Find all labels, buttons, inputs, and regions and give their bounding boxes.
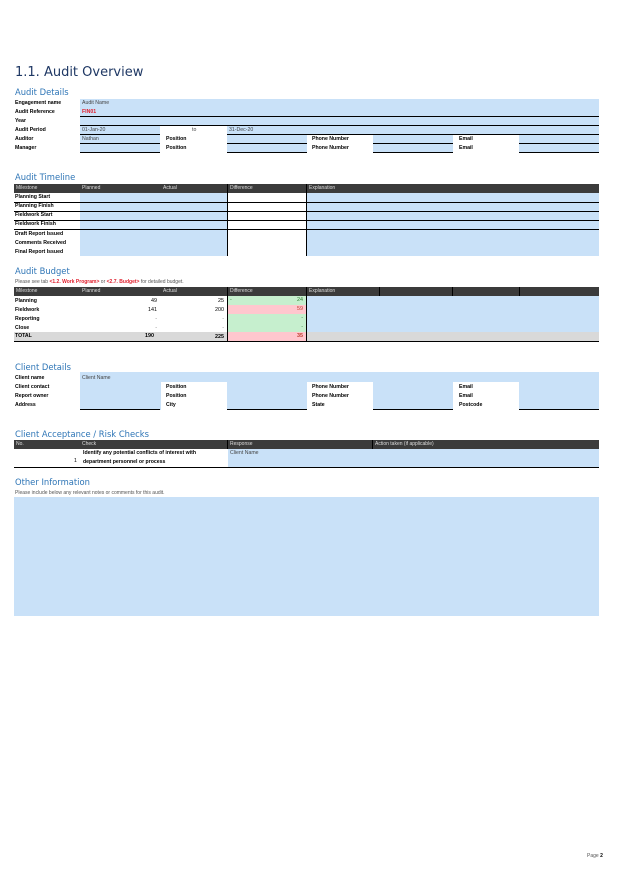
budget-row-planned: - bbox=[155, 316, 157, 322]
auditor-phone-field[interactable] bbox=[373, 135, 453, 144]
auditor-position-label: Position bbox=[166, 136, 187, 142]
auditor-email-field[interactable] bbox=[519, 135, 599, 144]
manager-position-field[interactable] bbox=[227, 144, 307, 153]
budget-row-difference-cell bbox=[228, 296, 306, 305]
budget-note-or: or bbox=[99, 279, 107, 285]
budget-total-difference: 35 bbox=[297, 333, 303, 339]
engagement-name-field[interactable]: Audit Name bbox=[80, 99, 599, 108]
manager-phone-label: Phone Number bbox=[312, 145, 349, 151]
period-start-field[interactable]: 01-Jan-20 bbox=[80, 126, 160, 135]
budget-row-difference: - bbox=[301, 324, 303, 330]
timeline-row-label: Planning Start bbox=[15, 194, 51, 200]
budget-header-actual: Actual bbox=[161, 287, 227, 296]
budget-row-diff-sign: - bbox=[230, 297, 232, 303]
budget-total-planned: 190 bbox=[145, 333, 154, 339]
budget-row-difference-cell bbox=[228, 305, 306, 314]
manager-position-label: Position bbox=[166, 145, 187, 151]
address-label: Address bbox=[15, 402, 36, 408]
timeline-row-label: Planning Finish bbox=[15, 203, 54, 209]
client-name-label: Client name bbox=[15, 375, 45, 381]
budget-row-milestone: Close bbox=[15, 325, 30, 331]
risk-checks-title: Client Acceptance / Risk Checks bbox=[15, 429, 149, 439]
budget-header-planned: Planned bbox=[80, 287, 161, 296]
budget-row-difference: - bbox=[301, 315, 303, 321]
risk-header-check: Check bbox=[80, 440, 227, 449]
year-label: Year bbox=[15, 118, 26, 124]
owner-email-label: Email bbox=[459, 393, 473, 399]
budget-header-explanation: Explanation bbox=[306, 287, 379, 296]
period-to-label: to bbox=[192, 127, 197, 133]
page-label: Page bbox=[587, 853, 599, 859]
audit-reference-label: Audit Reference bbox=[15, 109, 55, 115]
other-information-title: Other Information bbox=[15, 477, 90, 487]
auditor-email-label: Email bbox=[459, 136, 473, 142]
client-name-field[interactable]: Client Name bbox=[82, 375, 111, 381]
risk-row-response-area[interactable] bbox=[228, 449, 599, 467]
timeline-row-label: Comments Received bbox=[15, 240, 67, 246]
timeline-row-label: Fieldwork Start bbox=[15, 212, 53, 218]
client-contact-label: Client contact bbox=[15, 384, 50, 390]
timeline-header-planned: Planned bbox=[80, 184, 161, 193]
report-owner-label: Report owner bbox=[15, 393, 49, 399]
budget-row-milestone: Reporting bbox=[15, 316, 40, 322]
budget-note-prefix: Please see tab bbox=[15, 279, 50, 285]
risk-row-number: 1 bbox=[74, 458, 77, 464]
auditor-field[interactable]: Nathan bbox=[80, 135, 160, 144]
period-end-field[interactable]: 31-Dec-20 bbox=[227, 126, 599, 135]
client-position-label: Position bbox=[166, 384, 187, 390]
risk-header-action: Action taken (if applicable) bbox=[372, 440, 599, 449]
manager-field[interactable] bbox=[80, 144, 160, 153]
budget-total-label: TOTAL bbox=[15, 333, 32, 339]
page-title: 1.1. Audit Overview bbox=[15, 65, 144, 80]
budget-row-actual: - bbox=[222, 316, 224, 322]
manager-label: Manager bbox=[15, 145, 37, 151]
auditor-phone-label: Phone Number bbox=[312, 136, 349, 142]
budget-link[interactable]: <2.7. Budget> bbox=[106, 279, 140, 285]
timeline-row-label: Draft Report Issued bbox=[15, 231, 64, 237]
other-information-note: Please include below any relevant notes or comments for this audit. bbox=[15, 490, 165, 496]
budget-row-actual: 25 bbox=[218, 298, 224, 304]
budget-header-difference: Difference bbox=[227, 287, 306, 296]
budget-row-difference-cell bbox=[228, 314, 306, 332]
budget-row-difference: 24 bbox=[297, 297, 303, 303]
audit-reference-field[interactable]: FIN01 bbox=[80, 108, 599, 117]
risk-row-response[interactable]: Client Name bbox=[230, 450, 259, 456]
timeline-row-label: Final Report Issued bbox=[15, 249, 64, 255]
risk-header-response: Response bbox=[227, 440, 372, 449]
budget-row-planned: 141 bbox=[148, 307, 157, 313]
timeline-header-milestone: Milestone bbox=[14, 184, 80, 193]
page-number-value: 2 bbox=[600, 853, 603, 859]
manager-email-field[interactable] bbox=[519, 144, 599, 153]
audit-period-label: Audit Period bbox=[15, 127, 46, 133]
budget-row-planned: 49 bbox=[151, 298, 157, 304]
client-details-title: Client Details bbox=[15, 362, 71, 372]
budget-header bbox=[14, 287, 599, 296]
owner-phone-label: Phone Number bbox=[312, 393, 349, 399]
audit-budget-title: Audit Budget bbox=[15, 266, 70, 276]
risk-row-check-line2: department personnel or process bbox=[83, 459, 166, 465]
budget-row-actual: 200 bbox=[215, 307, 224, 313]
owner-position-label: Position bbox=[166, 393, 187, 399]
manager-email-label: Email bbox=[459, 145, 473, 151]
postcode-label: Postcode bbox=[459, 402, 483, 408]
manager-phone-field[interactable] bbox=[373, 144, 453, 153]
audit-timeline-title: Audit Timeline bbox=[15, 172, 76, 182]
audit-details-title: Audit Details bbox=[15, 87, 69, 97]
notes-area[interactable] bbox=[14, 497, 599, 616]
budget-row-difference: 59 bbox=[297, 306, 303, 312]
budget-explanation-area[interactable] bbox=[307, 296, 599, 332]
budget-header-milestone: Milestone bbox=[14, 287, 80, 296]
risk-row-check-line1: Identify any potential conflicts of interest with bbox=[83, 450, 196, 456]
budget-row-actual: - bbox=[222, 325, 224, 331]
timeline-header bbox=[14, 184, 599, 193]
budget-note-suffix: for detailed budget. bbox=[139, 279, 184, 285]
risk-header bbox=[14, 440, 599, 449]
work-program-link[interactable]: <1.2. Work Program> bbox=[49, 279, 100, 285]
client-email-label: Email bbox=[459, 384, 473, 390]
budget-total-difference-cell bbox=[228, 332, 306, 341]
auditor-label: Auditor bbox=[15, 136, 34, 142]
city-label: City bbox=[166, 402, 176, 408]
timeline-row-label: Fieldwork Finish bbox=[15, 221, 56, 227]
budget-row-milestone: Fieldwork bbox=[15, 307, 40, 313]
year-field[interactable] bbox=[80, 117, 599, 126]
engagement-name-label: Engagement name bbox=[15, 100, 62, 106]
risk-header-no: No. bbox=[14, 440, 80, 449]
auditor-position-field[interactable] bbox=[227, 135, 307, 144]
page-number bbox=[587, 853, 603, 859]
timeline-header-explanation: Explanation bbox=[306, 184, 599, 193]
budget-note bbox=[15, 279, 184, 285]
client-phone-label: Phone Number bbox=[312, 384, 349, 390]
budget-row-planned: - bbox=[155, 325, 157, 331]
budget-total-actual: 225 bbox=[215, 334, 224, 340]
budget-row-milestone: Planning bbox=[15, 298, 37, 304]
timeline-header-actual: Actual bbox=[161, 184, 227, 193]
state-label: State bbox=[312, 402, 325, 408]
timeline-header-difference: Difference bbox=[227, 184, 306, 193]
